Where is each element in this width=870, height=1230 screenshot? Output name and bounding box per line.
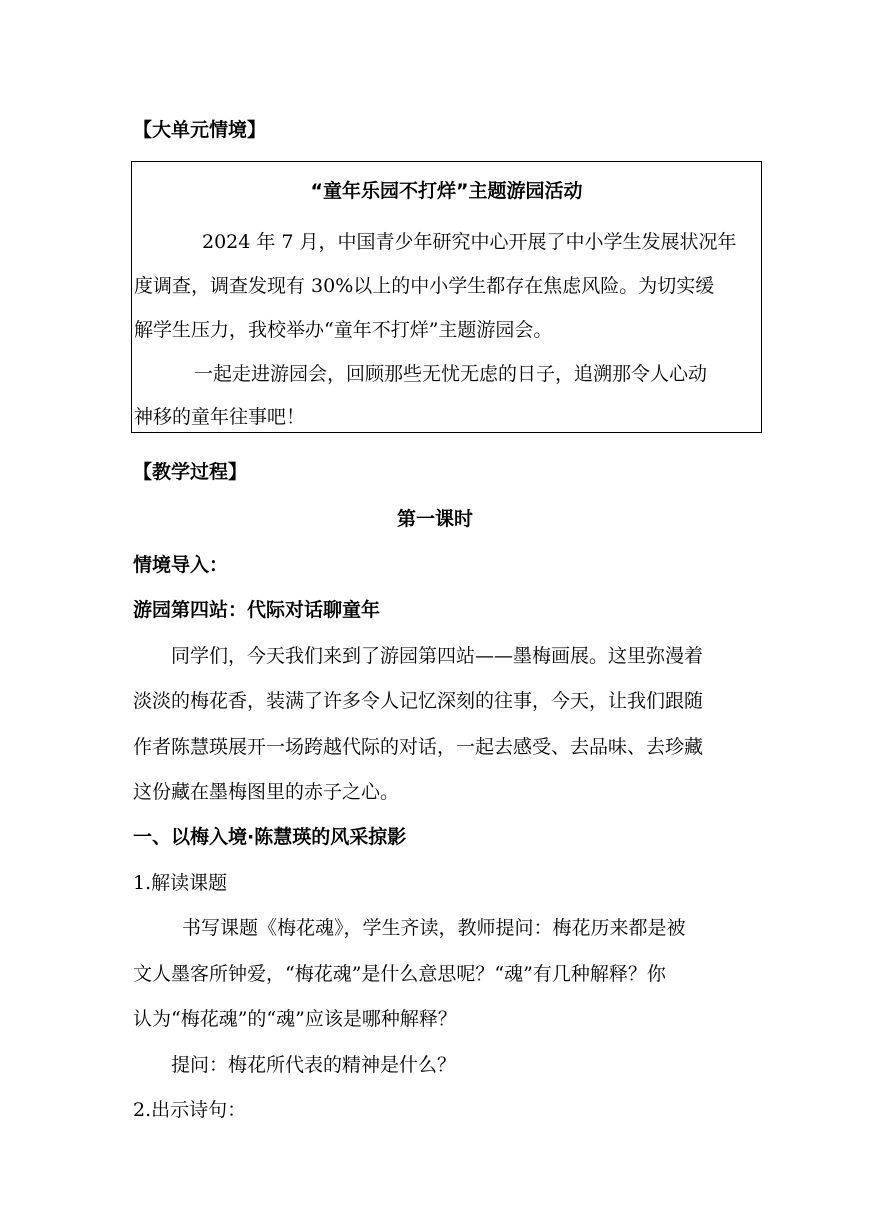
item-1-heading: 1.解读课题 [133, 872, 228, 894]
intro-line: 作者陈慧瑛展开一场跨越代际的对话，一起去感受、去品味、去珍藏 [133, 736, 704, 758]
context-line: 解学生压力，我校举办“童年不打烊”主题游园会。 [134, 319, 553, 341]
intro-line: 同学们，今天我们来到了游园第四站——墨梅画展。这里弥漫着 [171, 645, 704, 667]
item-1-line: 文人墨客所钟爱，“梅花魂”是什么意思呢？“魂”有几种解释？你 [133, 963, 666, 985]
context-box-title: “童年乐园不打烊”主题游园活动 [310, 180, 583, 202]
item-2-heading: 2.出示诗句： [133, 1099, 247, 1121]
station-heading: 游园第四站：代际对话聊童年 [133, 599, 381, 621]
context-line: 度调查，调查发现有 30%以上的中小学生都存在焦虑风险。为切实缓 [134, 275, 715, 297]
teaching-process-heading: 【教学过程】 [133, 461, 248, 483]
section-1-heading: 一、以梅入境·陈慧瑛的风采掠影 [133, 826, 407, 848]
intro-heading: 情境导入： [133, 554, 229, 576]
context-line: 一起走进游园会，回顾那些无忧无虑的日子，追溯那令人心动 [194, 363, 708, 385]
context-box [131, 161, 762, 433]
item-1-line: 认为“梅花魂”的“魂”应该是哪种解释？ [133, 1008, 457, 1030]
unit-context-heading: 【大单元情境】 [133, 119, 267, 141]
lesson-title: 第一课时 [396, 508, 473, 530]
intro-line: 淡淡的梅花香，装满了许多令人记忆深刻的往事，今天，让我们跟随 [133, 690, 704, 712]
item-1-question: 提问：梅花所代表的精神是什么？ [171, 1054, 457, 1076]
context-line: 神移的童年往事吧！ [134, 406, 306, 428]
item-1-line: 书写课题《梅花魂》，学生齐读，教师提问：梅花历来都是被 [182, 917, 686, 939]
intro-line: 这份藏在墨梅图里的赤子之心。 [133, 781, 400, 803]
context-line: 2024 年 7 月，中国青少年研究中心开展了中小学生发展状况年 [202, 231, 737, 253]
